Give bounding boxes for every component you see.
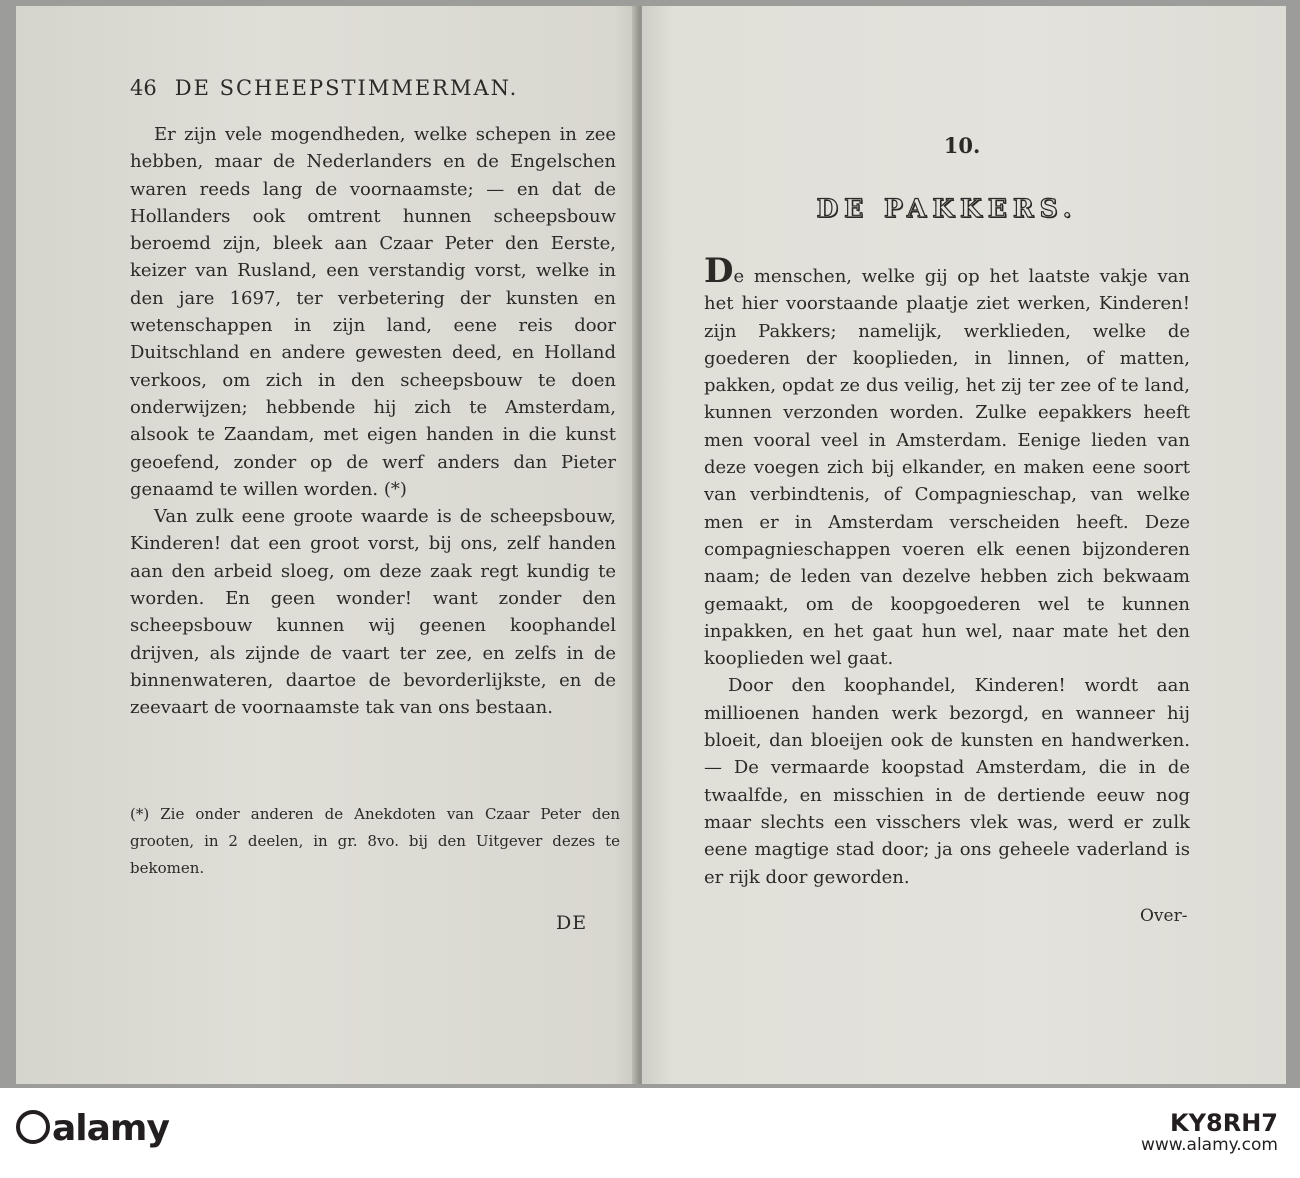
paragraph: Van zulk eene groote waarde is de scheepsbouw, Kinderen! dat een groot vorst, bij ons, zelf handen aan den arbeid sloeg, om deze zaak regt kundig te worden. En geen wonder! want zonder den scheepsbouw kunnen wij geenen koophandel drijven, als zijnde de vaart ter zee, en zelfs in de binnenwateren, daartoe de bevorderlijkste, en de zeevaart de voornaamste tak van ons bestaan. bbox=[130, 506, 616, 719]
paragraph: Er zijn vele mogendheden, welke schepen in zee hebben, maar de Nederlanders en de Engelschen waren reeds lang de voornaamste; — en dat de Hollanders ook omtrent hunnen scheepsbouw beroemd zijn, bleek aan Czaar Peter den Eerste, keizer van Rusland, een verstandig vorst, welke in den jare 1697, ter verbetering der kunsten en wetenschappen in zijn land, eene reis door Duitschland en andere gewesten deed, en Holland verkoos, om zich in den scheepsbouw te doen onderwijzen; hebbende hij zich te Amsterdam, alsook te Zaandam, met eigen handen in die kunst geoefend, zonder op de werf anders dan Pieter genaamd te willen worden. (*) bbox=[130, 124, 616, 500]
right-page bbox=[642, 6, 1286, 1084]
right-body-text bbox=[704, 251, 1190, 891]
catchword: Over- bbox=[1140, 906, 1188, 926]
left-body-text bbox=[130, 121, 616, 722]
stock-site: www.alamy.com bbox=[1140, 1135, 1278, 1155]
stock-logo bbox=[16, 1108, 169, 1149]
stock-logo-text: alamy bbox=[52, 1108, 169, 1149]
stock-image-id bbox=[1140, 1109, 1278, 1156]
footnote: (*) Zie onder anderen de Anekdoten van Czaar Peter den grooten, in 2 deelen, in gr. 8vo. bij den Uitgever dezes te bekomen. bbox=[130, 805, 620, 877]
catchword: DE bbox=[556, 912, 588, 934]
page-number: 46 bbox=[130, 76, 157, 100]
paragraph: Door den koophandel, Kinderen! wordt aan millioenen handen werk bezorgd, en wanneer hij bloeit, dan bloeijen ook de kunsten en handwerken. — De vermaarde koopstad Amsterdam, die in de twaalfde, en misschien in de dertiende eeuw nog maar slechts een visschers vlek was, werd er zulk eene magtige stad door; ja ons geheele vaderland is er rijk door geworden. bbox=[704, 675, 1190, 888]
chapter-title: DE PAKKERS. bbox=[816, 194, 1078, 223]
paragraph bbox=[704, 251, 1190, 672]
left-page bbox=[16, 6, 638, 1084]
drop-cap: D bbox=[704, 251, 734, 291]
stock-footer bbox=[0, 1088, 1300, 1178]
chapter-number: 10. bbox=[943, 133, 981, 158]
running-head bbox=[130, 76, 600, 100]
paragraph-text: e menschen, welke gij op het laatste vakje van het hier voorstaande plaatje ziet werken, Kinderen! zijn Pakkers; namelijk, werklieden, welke de goederen der kooplieden, in linnen, of matten, pakken, opdat ze dus veilig, het zij ter zee of te land, kunnen verzonden worden. Zulke eepakkers heeft men vooral veel in Amsterdam. Eenige lieden van deze voegen zich bij elkander, en maken eene soort van verbindtenis, of Compagnieschap, van welke men er in Amsterdam verscheiden heeft. Deze compagnieschappen voeren elk eenen bijzonderen naam; de leden van dezelve hebben zich bekwaam gemaakt, om de koopgoederen wel te kunnen inpakken, en het gaat hun wel, naar mate het den kooplieden wel gaat. bbox=[704, 266, 1190, 670]
running-head-title: DE SCHEEPSTIMMERMAN. bbox=[174, 76, 519, 100]
logo-ring-icon bbox=[16, 1110, 50, 1144]
image-id: KY8RH7 bbox=[1170, 1109, 1278, 1137]
